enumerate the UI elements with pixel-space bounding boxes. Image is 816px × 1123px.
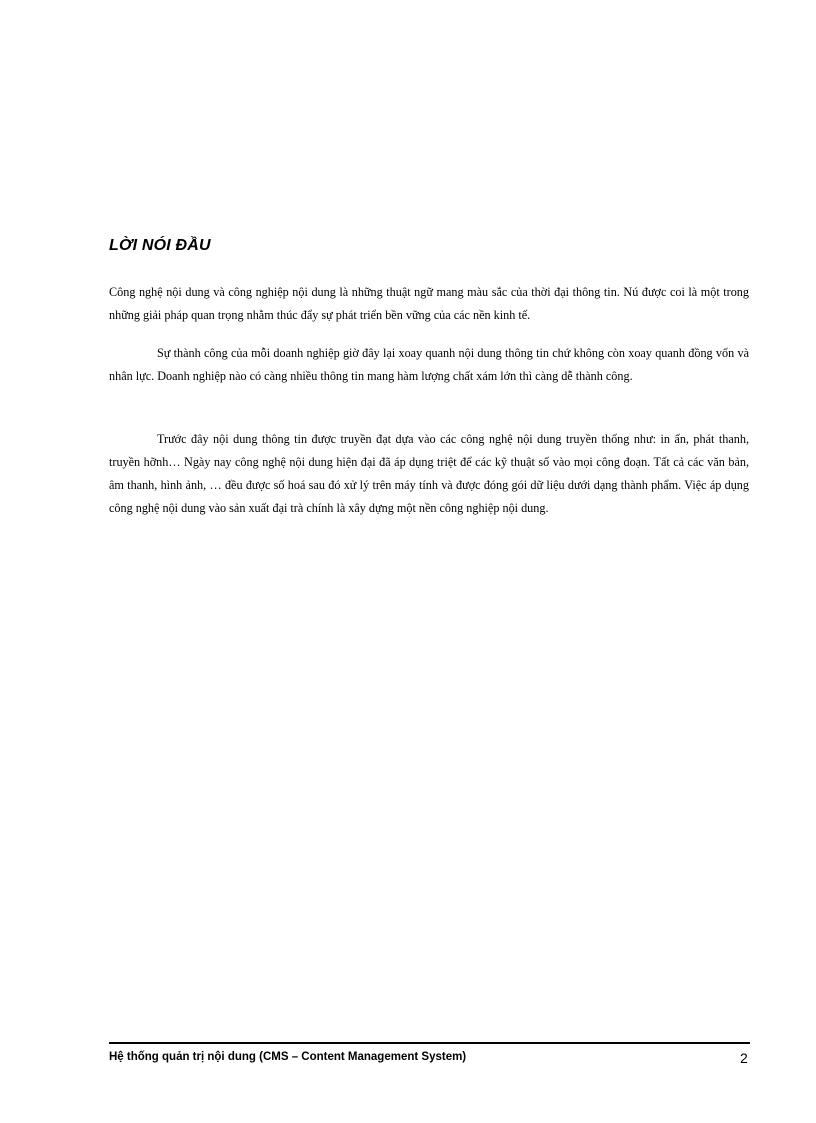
paragraph-1 [109,281,749,327]
footer-title: Hệ thống quản trị nội dung (CMS – Content Management System) [109,1051,467,1063]
footer-divider [109,1042,750,1044]
paragraph-2 [109,342,749,388]
paragraph-text: Công nghệ nội dung và công nghiệp nội dung là những thuật ngữ mang màu sắc của thời đại thông tin. Nú được coi là một trong những giải pháp quan trọng nhằm thúc đẩy sự phát triển bền vững của các nền kinh tế. [109,285,749,322]
paragraph-text: Sự thành công của mỗi doanh nghiệp giờ đây lại xoay quanh nội dung thông tin chứ không còn xoay quanh đồng vốn và nhân lực. Doanh nghiệp nào có càng nhiều thông tin mang hàm lượng chất xám lớn thì càng dễ thành công. [109,346,749,383]
page-heading: LỜI NÓI ĐẦU [109,237,211,254]
paragraph-3 [109,428,749,520]
paragraph-text: Trước đây nội dung thông tin được truyền đạt dựa vào các công nghệ nội dung truyền thống như: in ấn, phát thanh, truyền hỡnh… Ngày nay công nghệ nội dung hiện đại đã áp dụng triệt để các kỹ thuật số vào mọi công đoạn. Tất cả các văn bản, âm thanh, hình ảnh, … đều được số hoá sau đó xử lý trên máy tính và được đóng gói dữ liệu dưới dạng thành phẩm. Việc áp dụng công nghệ nội dung vào sản xuất đại trà chính là xây dựng một nền công nghiệp nội dung. [109,432,749,515]
page-number: 2 [740,1050,748,1066]
